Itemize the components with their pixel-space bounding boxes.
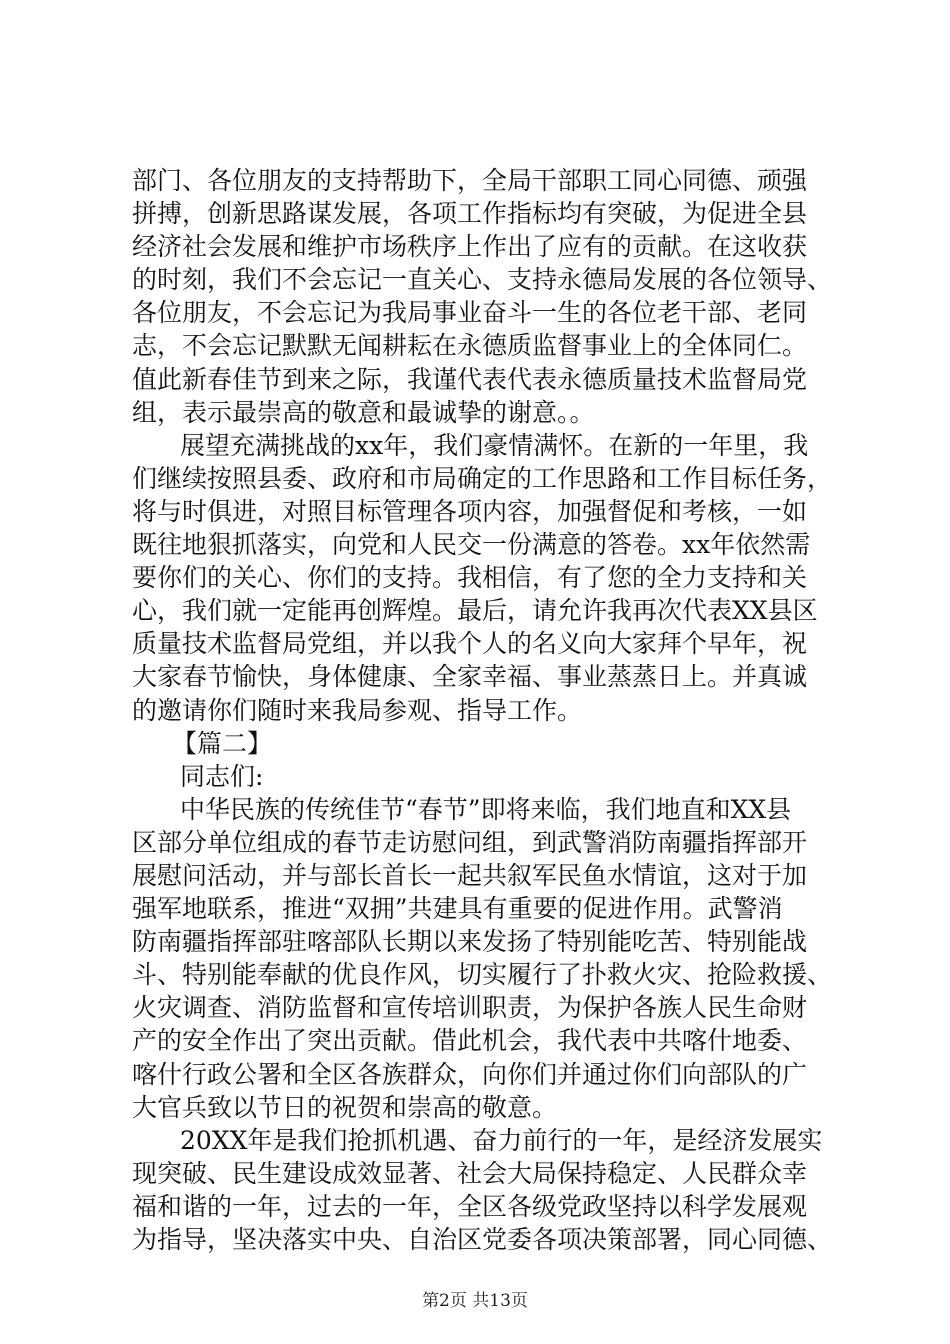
text-line: 福和谐的一年，过去的一年，全区各级党政坚持以科学发展观 — [132, 1192, 808, 1221]
text-line: 各位朋友，不会忘记为我局事业奋斗一生的各位老干部、老同 — [132, 298, 808, 327]
paragraph-first-line: 20XX年是我们抢抓机遇、奋力前行的一年，是经济发展实 — [180, 1126, 823, 1155]
text-line: 既往地狠抓落实，向党和人民交一份满意的答卷。xx年依然需 — [132, 530, 811, 559]
section-heading: 【篇二】 — [172, 729, 273, 758]
page-footer: 第2页 共13页 — [422, 1291, 528, 1311]
text-line: 心，我们就一定能再创辉煌。最后，请允许我再次代表XX县区 — [132, 596, 818, 625]
text-line: 火灾调查、消防监督和宣传培训职责，为保护各族人民生命财 — [132, 993, 808, 1022]
text-line: 大家春节愉快，身体健康、全家幸福、事业蒸蒸日上。并真诚 — [132, 662, 808, 691]
text-line: 为指导，坚决落实中央、自治区党委各项决策部署，同心同德、 — [132, 1225, 833, 1254]
text-line: 质量技术监督局党组，并以我个人的名义向大家拜个早年，祝 — [132, 629, 808, 658]
text-line: 经济社会发展和维护市场秩序上作出了应有的贡献。在这收获 — [132, 232, 808, 261]
text-line: 大官兵致以节日的祝贺和崇高的敬意。 — [132, 1093, 558, 1122]
text-line: 的时刻，我们不会忘记一直关心、支持永德局发展的各位领导、 — [132, 265, 833, 294]
paragraph-first-line: 中华民族的传统佳节“春节”即将来临，我们地直和XX县 — [180, 795, 792, 824]
text-line: 现突破、民生建设成效显著、社会大局保持稳定、人民群众幸 — [132, 1159, 808, 1188]
text-line: 展慰问活动，并与部长首长一起共叙军民鱼水情谊，这对于加 — [132, 861, 808, 890]
paragraph-first-line: 展望充满挑战的xx年，我们豪情满怀。在新的一年里，我 — [180, 431, 809, 460]
text-line: 斗、特别能奉献的优良作风，切实履行了扑救火灾、抢险救援、 — [132, 960, 833, 989]
text-line: 的邀请你们随时来我局参观、指导工作。 — [132, 696, 583, 725]
text-line: 防南疆指挥部驻喀部队长期以来发扬了特别能吃苦、特别能战 — [132, 927, 808, 956]
text-line: 拼搏，创新思路谋发展，各项工作指标均有突破，为促进全县 — [132, 199, 808, 228]
salutation: 同志们: — [180, 762, 264, 791]
text-line: 将与时俱进，对照目标管理各项内容，加强督促和考核，一如 — [132, 497, 808, 526]
text-line: 部门、各位朋友的支持帮助下，全局干部职工同心同德、顽强 — [132, 166, 808, 195]
text-line: 志，不会忘记默默无闻耕耘在永德质监督事业上的全体同仁。 — [132, 331, 808, 360]
text-line: 强军地联系，推进“双拥”共建具有重要的促进作用。武警消 — [132, 894, 783, 923]
text-line: 产的安全作出了突出贡献。借此机会，我代表中共喀什地委、 — [132, 1026, 808, 1055]
text-line: 要你们的关心、你们的支持。我相信，有了您的全力支持和关 — [132, 563, 808, 592]
text-line: 区部分单位组成的春节走访慰问组，到武警消防南疆指挥部开 — [132, 828, 808, 857]
text-line: 喀什行政公署和全区各族群众，向你们并通过你们向部队的广 — [132, 1060, 808, 1089]
text-line: 组，表示最崇高的敬意和最诚挚的谢意。。 — [132, 398, 595, 427]
text-line: 们继续按照县委、政府和市局确定的工作思路和工作目标任务， — [132, 464, 833, 493]
text-line: 值此新春佳节到来之际，我谨代表代表永德质量技术监督局党 — [132, 365, 808, 394]
